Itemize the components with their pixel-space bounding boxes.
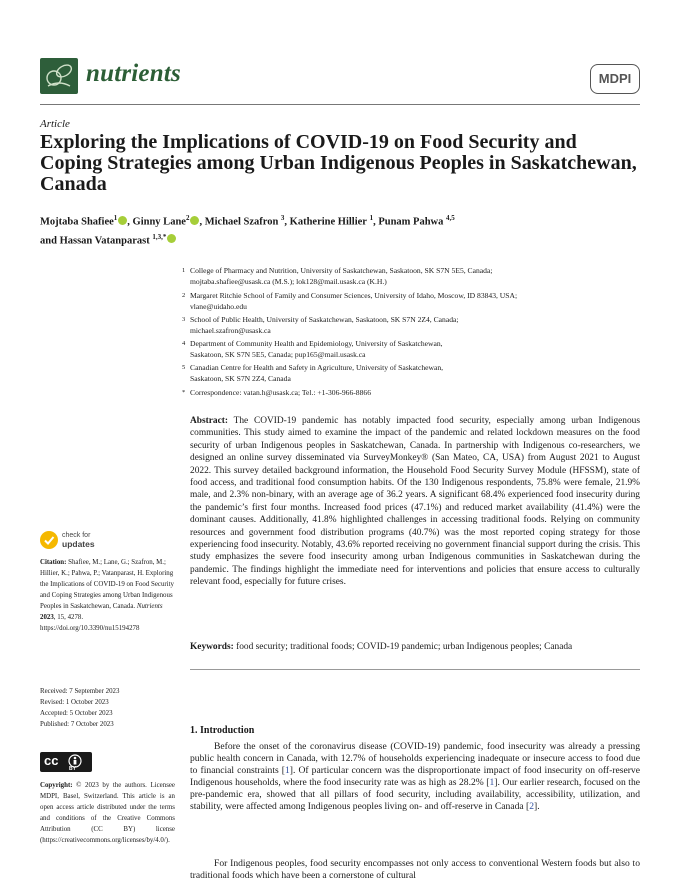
author[interactable]: Katherine Hillier	[289, 216, 367, 228]
date-accepted: Accepted: 5 October 2023	[40, 710, 113, 717]
date-received: Received: 7 September 2023	[40, 688, 120, 695]
affiliation-4	[182, 338, 640, 360]
affiliation-line: Saskatoon, SK S7N 5E5, Canada; pup165@mail.usask.ca	[190, 350, 366, 359]
check-updates-label: check for	[62, 532, 91, 539]
affiliation-line: Canadian Centre for Health and Safety in Agriculture, University of Saskatchewan,	[190, 363, 444, 372]
affiliation-email[interactable]: vlane@uidaho.edu	[190, 302, 247, 311]
intro-paragraph-1	[190, 741, 640, 814]
check-updates-label: updates	[62, 539, 95, 549]
author-affiliation-sup: 1	[369, 214, 374, 222]
affiliation-email[interactable]: mojtaba.shafiee@usask.ca (M.S.); lok128@mail.usask.ca (K.H.)	[190, 277, 387, 286]
author[interactable]: Mojtaba Shafiee	[40, 216, 114, 228]
affiliation-number: 5	[182, 364, 186, 371]
author-conjunction: and	[40, 235, 60, 246]
paragraph-text: ]. Our earlier research, focused on the pre-pandemic era, showed that all pillars of food security, including availability, accessibility, utilization, and stability, were affected among Indigenous peoples living on- and off-reserve in Canada [	[190, 777, 641, 813]
affiliation-line: School of Public Health, University of Saskatchewan, Saskatoon, SK S7N 2Z4, Canada;	[190, 315, 459, 324]
author[interactable]: Punam Pahwa	[378, 216, 444, 228]
author-list	[40, 211, 640, 248]
section-heading: 1. Introduction	[190, 725, 255, 736]
author[interactable]: Hassan Vatanparast	[59, 235, 150, 246]
authors-line-2	[40, 230, 640, 249]
affiliation-line: Margaret Ritchie School of Family and Consumer Sciences, University of Idaho, Moscow, ID 83843, USA;	[190, 291, 518, 300]
cc-by-license-icon[interactable]	[40, 752, 92, 772]
citation-year: 2023	[40, 614, 54, 621]
orcid-icon[interactable]	[190, 216, 199, 225]
affiliation-email[interactable]: michael.szafron@usask.ca	[190, 326, 271, 335]
citation-doi[interactable]: , 15, 4278. https://doi.org/10.3390/nu15194278	[40, 614, 140, 632]
affiliation-5	[182, 362, 640, 384]
paragraph-text: ].	[534, 801, 540, 813]
abstract-divider	[190, 669, 640, 670]
article-title: Exploring the Implications of COVID-19 on Food Security and Coping Strategies among Urban Indigenous Peoples in Saskatchewan, Canada	[40, 131, 637, 195]
date-revised: Revised: 1 October 2023	[40, 699, 109, 706]
correspondence	[182, 387, 640, 398]
intro-paragraph-2: For Indigenous peoples, food security encompasses not only access to conventional Western foods but also to traditional foods which have been a cornerstone of cultural	[190, 858, 640, 882]
author[interactable]: Michael Szafron	[204, 216, 279, 228]
author-affiliation-sup: 3	[280, 214, 285, 222]
authors-line-1: Mojtaba Shafiee$^1$ , Ginny Lane$^2$ , Michael Szafron $^3$, Katherine Hillier $^1$, Punam Pahwa $^{4,5}$	[40, 214, 455, 228]
affiliation-2	[182, 290, 640, 312]
author-affiliation-sup: 2	[185, 214, 190, 222]
affiliation-line: Department of Community Health and Epidemiology, University of Saskatchewan,	[190, 339, 443, 348]
citation-link[interactable]: 1	[489, 777, 495, 789]
author-affiliation-sup: 4,5	[446, 214, 455, 222]
orcid-icon[interactable]	[118, 216, 127, 225]
affiliation-1	[182, 265, 640, 287]
paragraph-text: ]. Of particular concern was the disproportionate impact of food insecurity on off-reserve Indigenous households, where the food insecurity rate was as high as 28.2% [	[190, 765, 640, 789]
affiliation-number: 2	[182, 292, 186, 299]
copyright-block	[40, 780, 175, 846]
author-affiliation-sup: 1,3,*	[152, 232, 167, 241]
author-affiliation-sup: 1	[113, 214, 118, 222]
affiliation-number: 1	[182, 267, 186, 274]
author[interactable]: Ginny Lane	[132, 216, 186, 228]
abstract	[190, 415, 640, 589]
citation-journal: Nutrients	[136, 603, 163, 610]
affiliation-number: 4	[182, 340, 186, 347]
keywords-label: Keywords:	[190, 642, 234, 652]
affiliation-number: 3	[182, 316, 186, 323]
nutrients-logo-icon	[40, 58, 78, 94]
keywords	[190, 641, 640, 653]
header-divider	[40, 104, 640, 105]
journal-name: nutrients	[86, 60, 181, 87]
affiliation-number: *	[182, 389, 186, 396]
paragraph-text: Before the onset of the coronavirus disease (COVID-19) pandemic, food insecurity was already a pressing public health concern in Canada, with 12.7% of households experiencing inadequate or insecure access to food due to financial constraints [	[190, 741, 640, 777]
citation-link[interactable]: 1	[285, 765, 290, 777]
citation-block	[40, 557, 175, 634]
citation-text: Shafiee, M.; Lane, G.; Szafron, M.; Hillier, K.; Pahwa, P.; Vatanparast, H. Exploring the Implications of COVID-19 on Food Security and Coping Strategies among Urban Indigenous Peoples in Saskatchewan, Canada.	[40, 559, 174, 610]
check-updates-icon	[40, 531, 58, 549]
citation-label: Citation:	[40, 559, 67, 566]
article-type: Article	[40, 118, 70, 130]
by-text: BY	[69, 766, 76, 772]
affiliation-line: Saskatoon, SK S7N 2Z4, Canada	[190, 374, 291, 383]
copyright-text: © 2023 by the authors. Licensee MDPI, Basel, Switzerland. This article is an open access article distributed under the terms and conditions of the Creative Commons Attribution (CC BY) license (https://creativecommons.org/licenses/by/4.0/).	[40, 782, 175, 844]
abstract-label: Abstract:	[190, 416, 229, 426]
date-published: Published: 7 October 2023	[40, 721, 114, 728]
abstract-text: The COVID-19 pandemic has notably impacted food security, especially among urban Indigenous communities. This study aimed to examine the impact of the pandemic and related lockdown measures on the food security of urban Indigenous peoples in Saskatchewan, Canada. In partnership with Indigenous co-researchers, we designed an online survey disseminated via SurveyMonkey® (San Mateo, CA, USA) from August 2021 to August 2022. This survey detailed background information, the Household Food Security Survey Module (HFSSM), state of food access, and traditional food consumption habits. Of the 130 Indigenous respondents, 75.8% were female, 21.9% male, and 2.3% non-binary, with an average age of 36.2 years. A significant 68.4% experienced food insecurity during the pandemic’s first four months. Increased food prices (47.1%) and reduced market availability (41.4%) were the dominant causes. Additionally, 41.8% highlighted challenges in accessing traditional foods. Relying on community resources and government food distribution programs (40.7%) was the most reported coping strategy for those experiencing food insecurity. Notably, 43.6% reported receiving no government financial support during the crisis. This study emphasizes the severe food insecurity among urban Indigenous communities in Saskatchewan during the pandemic. The findings highlight the immediate need for interventions and policies that ensure access to culturally relevant food, especially for future crises.	[190, 416, 640, 588]
keywords-text: food security; traditional foods; COVID-19 pandemic; urban Indigenous peoples; Canada	[236, 642, 573, 652]
copyright-label: Copyright:	[40, 782, 73, 789]
cc-text: cc	[44, 753, 59, 768]
correspondence-line: Correspondence: vatan.h@usask.ca; Tel.: +1-306-966-8866	[190, 388, 371, 397]
affiliation-line: College of Pharmacy and Nutrition, University of Saskatchewan, Saskatoon, SK S7N 5E5, Canada;	[190, 266, 493, 275]
publisher-logo: MDPI	[590, 64, 640, 94]
orcid-icon[interactable]	[167, 234, 176, 243]
publication-dates	[40, 686, 175, 730]
affiliation-3	[182, 314, 640, 336]
citation-link[interactable]: 2	[529, 801, 535, 813]
